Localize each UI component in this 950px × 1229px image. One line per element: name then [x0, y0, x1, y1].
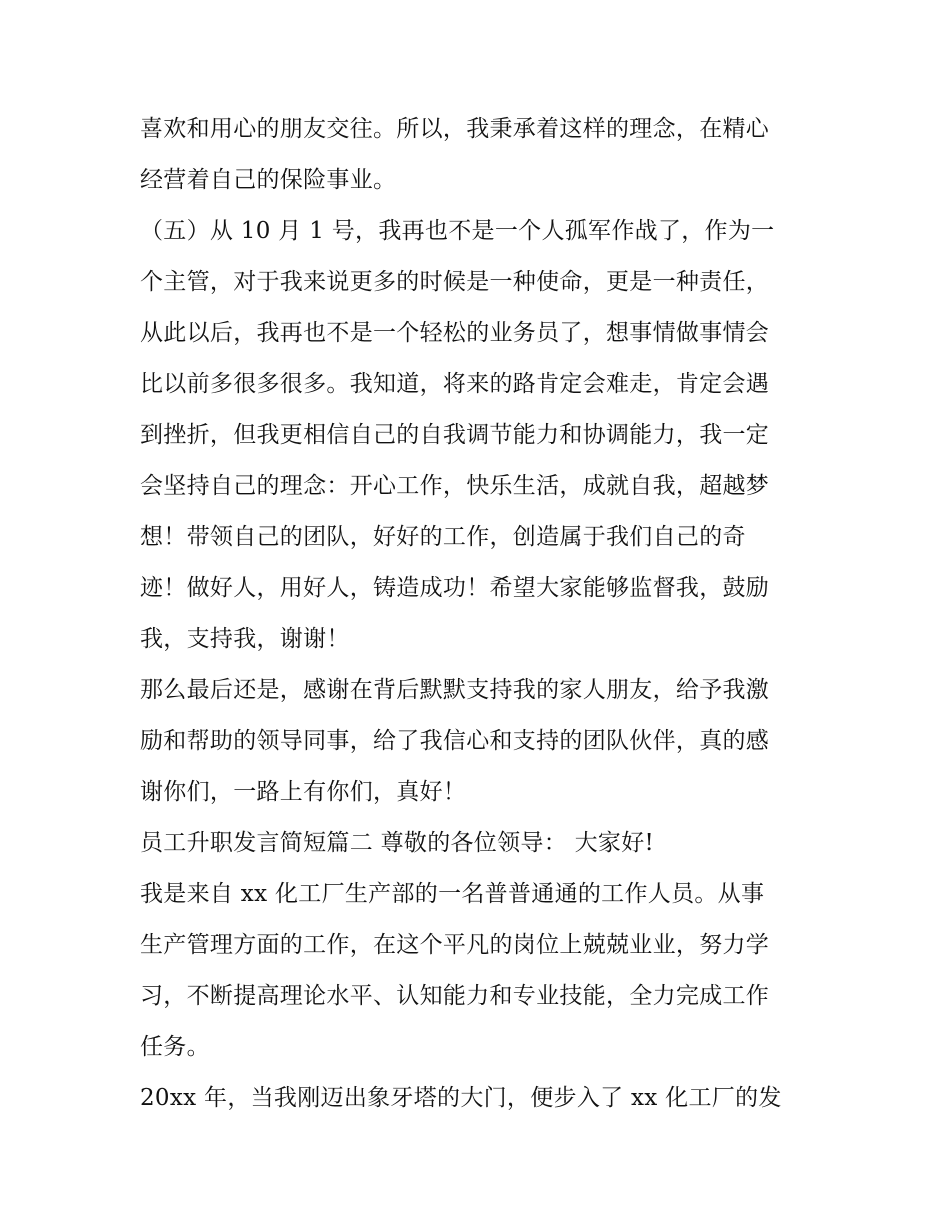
text-line: 20xx 年，当我刚迈出象牙塔的大门，便步入了 xx 化工厂的发	[140, 1085, 782, 1111]
text-line: 那么最后还是，感谢在背后默默支持我的家人朋友，给予我激	[140, 677, 770, 703]
text-line: 我，支持我，谢谢！	[140, 626, 350, 652]
text-line: 迹！做好人，用好人，铸造成功！希望大家能够监督我，鼓励	[140, 575, 770, 601]
text-line: 会坚持自己的理念：开心工作，快乐生活，成就自我，超越梦	[140, 473, 770, 499]
text-line: 到挫折，但我更相信自己的自我调节能力和协调能力，我一定	[140, 422, 770, 448]
text-line: 任务。	[140, 1034, 210, 1060]
text-line: 想！带领自己的团队，好好的工作，创造属于我们自己的奇	[140, 524, 746, 550]
text-line: 从此以后，我再也不是一个轻松的业务员了，想事情做事情会	[140, 320, 770, 346]
text-line: 习，不断提高理论水平、认知能力和专业技能，全力完成工作	[140, 983, 770, 1009]
text-line: 励和帮助的领导同事，给了我信心和支持的团队伙伴，真的感	[140, 728, 770, 754]
text-line: 经营着自己的保险事业。	[140, 167, 397, 193]
section-heading-line: 员工升职发言简短篇二 尊敬的各位领导： 大家好!	[140, 830, 655, 856]
text-line: 谢你们，一路上有你们，真好！	[140, 779, 467, 805]
text-line: 生产管理方面的工作，在这个平凡的岗位上兢兢业业，努力学	[140, 932, 770, 958]
text-line: 比以前多很多很多。我知道，将来的路肯定会难走，肯定会遇	[140, 371, 770, 397]
text-line: （五）从 10 月 1 号，我再也不是一个人孤军作战了，作为一	[140, 218, 775, 244]
document-body	[140, 104, 820, 1124]
text-line: 个主管，对于我来说更多的时候是一种使命，更是一种责任，	[140, 269, 770, 295]
text-line: 喜欢和用心的朋友交往。所以，我秉承着这样的理念，在精心	[140, 116, 770, 142]
text-line: 我是来自 xx 化工厂生产部的一名普普通通的工作人员。从事	[140, 881, 765, 907]
